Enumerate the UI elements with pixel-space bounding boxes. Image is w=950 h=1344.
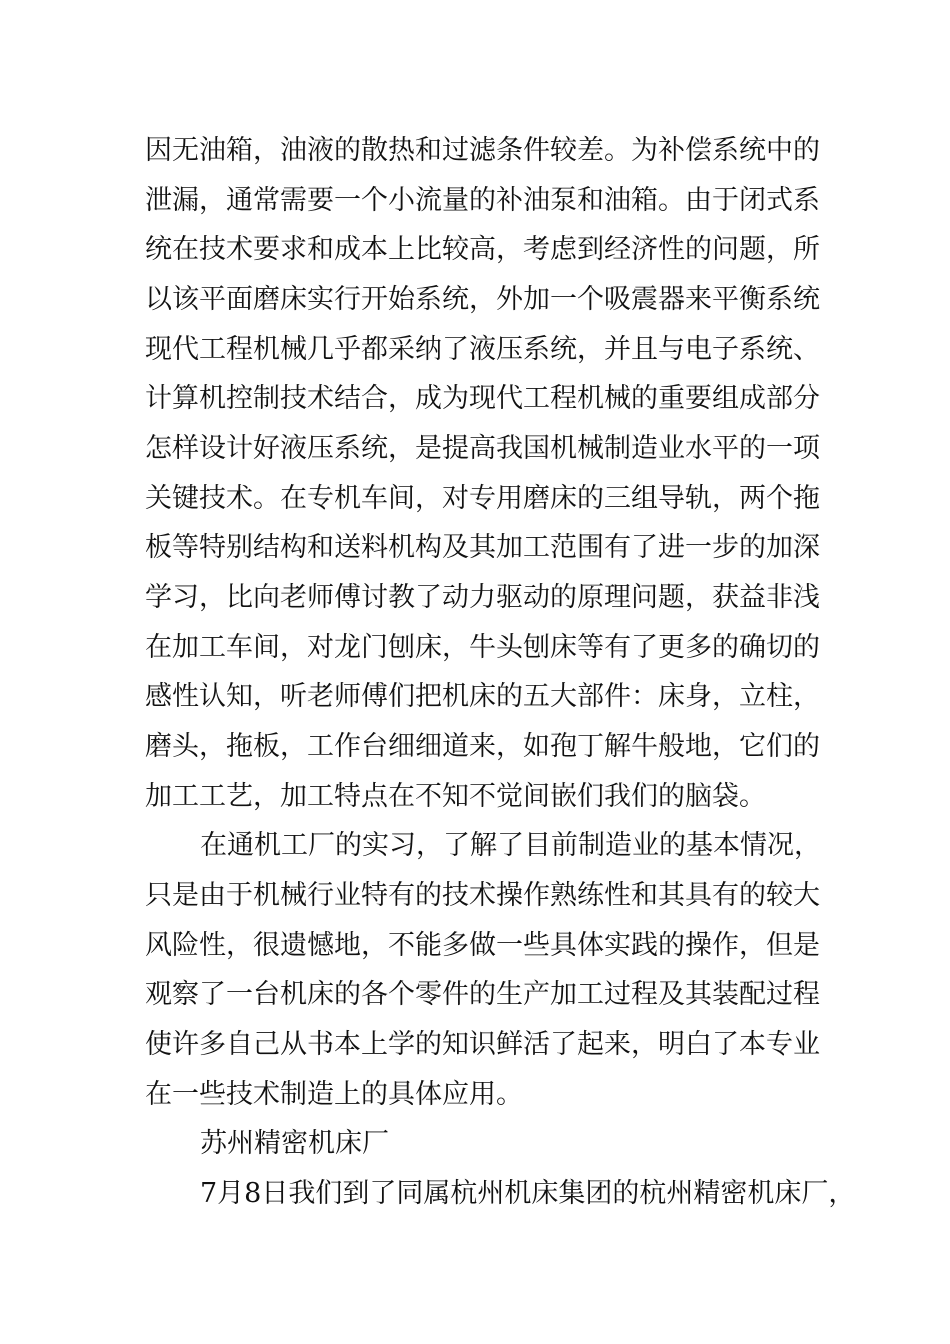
text-line: 加工工艺，加工特点在不知不觉间嵌们我们的脑袋。 (145, 781, 766, 812)
text-line: 感性认知，听老师傅们把机床的五大部件：床身，立柱， (145, 681, 820, 712)
text-line: 磨头，拖板，工作台细细道来，如孢丁解牛般地，它们的 (145, 731, 820, 762)
text-line: 在一些技术制造上的具体应用。 (145, 1079, 523, 1110)
text-line: 泄漏，通常需要一个小流量的补油泵和油箱。由于闭式系 (145, 185, 820, 216)
text-line: 板等特别结构和送料机构及其加工范围有了进一步的加深 (145, 532, 820, 563)
text-line: 计算机控制技术结合，成为现代工程机械的重要组成部分 (145, 383, 820, 414)
text-line: 以该平面磨床实行开始系统，外加一个吸震器来平衡系统 (145, 284, 820, 315)
text-line: 统在技术要求和成本上比较高，考虑到经济性的问题，所 (145, 234, 820, 265)
text-line: 关键技术。在专机车间，对专用磨床的三组导轨，两个拖 (145, 483, 820, 514)
text-line: 使许多自己从书本上学的知识鲜活了起来，明白了本专业 (145, 1029, 820, 1060)
text-line: 只是由于机械行业特有的技术操作熟练性和其具有的较大 (145, 880, 820, 911)
text-line: 怎样设计好液压系统，是提高我国机械制造业水平的一项 (145, 433, 820, 464)
text-line: 学习，比向老师傅讨教了动力驱动的原理问题，获益非浅 (145, 582, 820, 613)
text-line: 现代工程机械几乎都采纳了液压系统，并且与电子系统、 (145, 334, 820, 365)
text-line: 在加工车间，对龙门刨床，牛头刨床等有了更多的确切的 (145, 632, 820, 663)
text-line: 风险性，很遗憾地，不能多做一些具体实践的操作，但是 (145, 930, 820, 961)
text-line: 因无油箱，油液的散热和过滤条件较差。为补偿系统中的 (145, 135, 820, 166)
section-heading: 苏州精密机床厂 (200, 1128, 389, 1159)
paragraph-start-line: 7月8日我们到了同属杭州机床集团的杭州精密机床厂， (200, 1178, 856, 1209)
paragraph-start-line: 在通机工厂的实习，了解了目前制造业的基本情况， (200, 830, 821, 861)
text-line: 观察了一台机床的各个零件的生产加工过程及其装配过程 (145, 979, 820, 1010)
